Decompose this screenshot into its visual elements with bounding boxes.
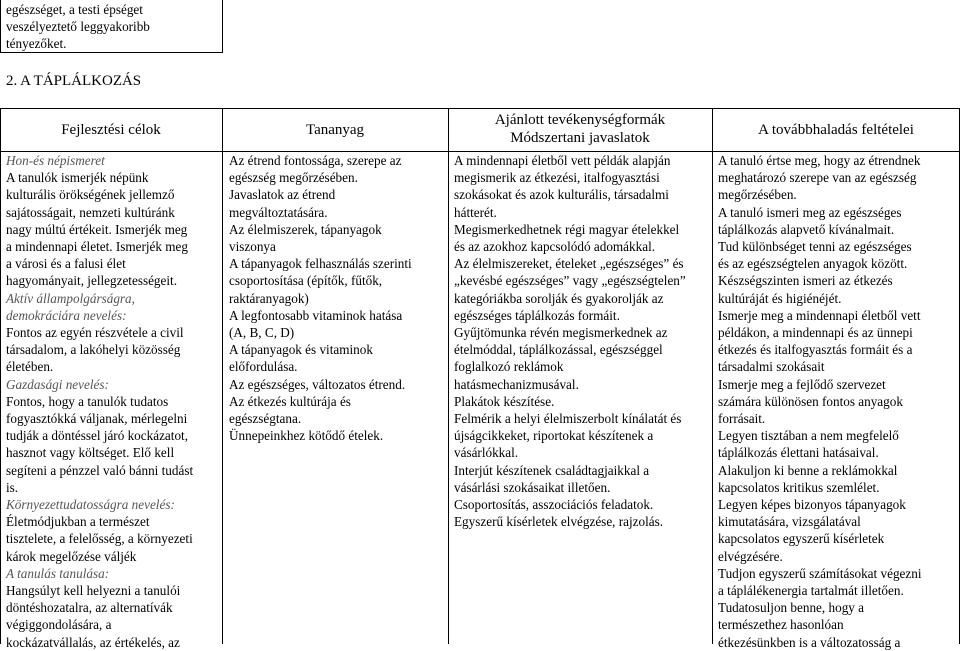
text-line: Legyen képes bizonyos tápanyagok — [718, 497, 906, 513]
text-line: A tanulók ismerjék népünk — [6, 170, 149, 186]
text-line: vásárlókkal. — [454, 445, 519, 461]
text-line: nagy múltú értékeit. Ismerjék meg — [6, 221, 188, 237]
header-activities-line2: Módszertani javaslatok — [510, 130, 650, 146]
curriculum-column — [229, 152, 412, 444]
text-line: a mindennapi életet. Ismerjék meg — [6, 239, 188, 255]
text-line: segíteni a pénzzel való bánni tudást — [6, 462, 194, 478]
text-line: Plakátok készítése. — [454, 393, 555, 409]
text-line: demokráciára nevelés: — [6, 307, 127, 323]
text-line: táplálkozás alapvető kívánalmait. — [718, 221, 895, 237]
text-line: „kevésbé egészséges” vagy „egészségtelen” — [454, 273, 686, 289]
text-line: Készségszinten ismeri az étkezés — [718, 273, 893, 289]
text-line: számára különösen fontos anyagok — [718, 393, 903, 409]
text-line: A legfontosabb vitaminok hatása — [229, 307, 403, 323]
text-line: Javaslatok az étrend — [229, 187, 336, 203]
table-left-border — [0, 108, 1, 644]
text-line: kategóriákba sorolják és gyakorolják az — [454, 290, 664, 306]
text-line: Fontos az egyén részvétele a civil — [6, 325, 184, 341]
text-line: Ünnepeinkhez kötődő ételek. — [229, 428, 384, 444]
text-line: Legyen tisztában a nem megfelelő — [718, 428, 899, 444]
text-line: csoportosítása (építők, fűtők, — [229, 273, 383, 289]
text-line: kapcsolatos egyszerű kísérletek — [718, 531, 885, 547]
text-line: egészséges táplálkozás formáit. — [454, 307, 620, 323]
text-line: A tanuló értse meg, hogy az étrendnek — [718, 153, 921, 168]
text-line: Hangsúlyt kell helyezni a tanulói — [6, 583, 181, 599]
header-progression-conditions: A továbbhaladás feltételei — [758, 122, 914, 138]
text-line: kulturális örökségének jellemző — [6, 187, 175, 203]
text-line: végiggondolására, a — [6, 617, 112, 633]
text-line: foglalkozó reklámok — [454, 359, 564, 375]
top-fragment-line: egészséget, a testi épséget — [6, 2, 143, 17]
text-line: előfordulása. — [229, 359, 298, 375]
text-line: A tanulás tanulása: — [6, 565, 110, 581]
text-line: kapcsolatos kritikus szemlélet. — [718, 479, 880, 495]
text-line: Interjút készítenek családtagjaikkal a — [454, 462, 650, 478]
text-line: Felmérik a helyi élelmiszerbolt kínálatát és — [454, 411, 682, 427]
text-line: Tudatosuljon benne, hogy a — [718, 600, 865, 616]
text-line: példákon, a mindennapi és az ünnepi — [718, 325, 913, 341]
text-line: a táplálékenergia tartalmát illetően. — [718, 583, 904, 599]
header-activities — [448, 111, 712, 147]
top-cell-right-border — [222, 0, 223, 52]
section-title: 2. A TÁPLÁLKOZÁS — [6, 73, 142, 89]
header-development-goals: Fejlesztési célok — [61, 122, 161, 138]
text-line: meghatározó szerepe van az egészség — [718, 170, 917, 186]
text-line: károk megelőzése váljék — [6, 548, 137, 564]
text-line: egészségtana. — [229, 411, 302, 427]
text-line: tudják a döntéssel járó kockázatot, — [6, 428, 188, 444]
text-line: Tud különbséget tenni az egészséges — [718, 239, 912, 255]
text-line: társadalom, a lakóhelyi közösség — [6, 342, 181, 358]
top-fragment — [6, 1, 150, 53]
text-line: forrásait. — [718, 411, 766, 427]
text-line: Az élelmiszereket, ételeket „egészséges” és — [454, 256, 684, 272]
text-line: Az étrend fontossága, szerepe az — [229, 153, 402, 168]
text-line: egészség megőrzésében. — [229, 170, 358, 186]
text-line: hátterét. — [454, 204, 497, 220]
text-line: étkezésünkben is a változatosság a — [718, 634, 901, 650]
text-line: tisztelete, a felelősség, a környezeti — [6, 531, 193, 547]
text-line: Az étkezés kultúrája és — [229, 393, 351, 409]
text-line: kultúráját és higiénéjét. — [718, 290, 842, 306]
text-line: vásárlási szokásaikat illetően. — [454, 479, 611, 495]
text-line: döntéshozatalra, az alternatívák — [6, 600, 173, 616]
text-line: megváltoztatására. — [229, 204, 328, 220]
text-line: (A, B, C, D) — [229, 325, 295, 341]
text-line: a városi és a falusi élet — [6, 256, 126, 272]
top-cell-left-border — [0, 0, 1, 52]
activities-column — [454, 152, 686, 530]
header-curriculum: Tananyag — [305, 122, 365, 138]
text-line: A tápanyagok és vitaminok — [229, 342, 373, 358]
text-line: raktáranyagok) — [229, 290, 309, 306]
text-line: megőrzésében. — [718, 187, 797, 203]
development-goals-column — [6, 152, 193, 651]
text-line: ételmóddal, táplálkozással, egészséggel — [454, 342, 663, 358]
text-line: elvégzésére. — [718, 548, 783, 564]
header-activities-line1: Ajánlott tevékenységformák — [494, 112, 666, 128]
text-line: viszonya — [229, 239, 276, 255]
text-line: is. — [6, 479, 19, 495]
text-line: Ismerje meg a fejlődő szervezet — [718, 376, 886, 392]
text-line: Hon-és népismeret — [6, 153, 105, 168]
top-fragment-line: veszélyeztető leggyakoribb — [6, 19, 150, 35]
text-line: Megismerkedhetnek régi magyar ételekkel — [454, 221, 680, 237]
col-divider-2 — [448, 108, 449, 644]
text-line: Gyűjtömunka révén megismerkednek az — [454, 325, 668, 341]
text-line: étkezés és italfogyasztás formáit és a — [718, 342, 913, 358]
text-line: Aktív állampolgárságra, — [6, 290, 135, 306]
text-line: hatásmechanizmusával. — [454, 376, 579, 392]
col-divider-3 — [712, 108, 713, 644]
text-line: Gazdasági nevelés: — [6, 376, 109, 392]
text-line: Ismerje meg a mindennapi életből vett — [718, 307, 921, 323]
text-line: Alakuljon ki benne a reklámokkal — [718, 462, 898, 478]
text-line: és az egészségtelen anyagok között. — [718, 256, 908, 272]
text-line: Az egészséges, változatos étrend. — [229, 376, 406, 392]
text-line: Fontos, hogy a tanulók tudatos — [6, 393, 169, 409]
text-line: hasznot vagy költséget. Elő kell — [6, 445, 175, 461]
text-line: A tápanyagok felhasználás szerinti — [229, 256, 412, 272]
text-line: természethez hasonlóan — [718, 617, 844, 633]
text-line: megismerik az étkezési, italfogyasztási — [454, 170, 660, 186]
text-line: táplálkozás élettani hatásaival. — [718, 445, 879, 461]
top-cell-bottom-border — [0, 52, 223, 53]
text-line: és az azokhoz kapcsolódó adomákkal. — [454, 239, 656, 255]
text-line: Csoportosítás, asszociációs feladatok. — [454, 497, 654, 513]
text-line: Egyszerű kísérletek elvégzése, rajzolás. — [454, 514, 664, 530]
text-line: kimutatására, vizsgálatával — [718, 514, 861, 530]
top-fragment-line: tényezőket. — [6, 36, 67, 52]
text-line: sajátosságait, nemzeti kultúránk — [6, 204, 175, 220]
text-line: életében. — [6, 359, 54, 375]
col-divider-1 — [222, 108, 223, 644]
table-top-border — [0, 108, 960, 109]
text-line: kockázatvállalás, az értékelés, az — [6, 634, 180, 650]
text-line: újságcikkeket, riportokat készítenek a — [454, 428, 654, 444]
text-line: hagyományait, jellegzetességeit. — [6, 273, 178, 289]
text-line: Tudjon egyszerű számításokat végezni — [718, 565, 922, 581]
text-line: fogyasztókká váljanak, mérlegelni — [6, 411, 188, 427]
text-line: társadalmi szokásait — [718, 359, 825, 375]
text-line: Környezettudatosságra nevelés: — [6, 497, 175, 513]
text-line: szokásokat és azok kulturális, társadalmi — [454, 187, 669, 203]
text-line: A tanuló ismeri meg az egészséges — [718, 204, 902, 220]
text-line: A mindennapi életből vett példák alapján — [454, 153, 671, 168]
text-line: Az élelmiszerek, tápanyagok — [229, 221, 382, 237]
text-line: Életmódjukban a természet — [6, 514, 150, 530]
progression-conditions-column — [718, 152, 922, 651]
